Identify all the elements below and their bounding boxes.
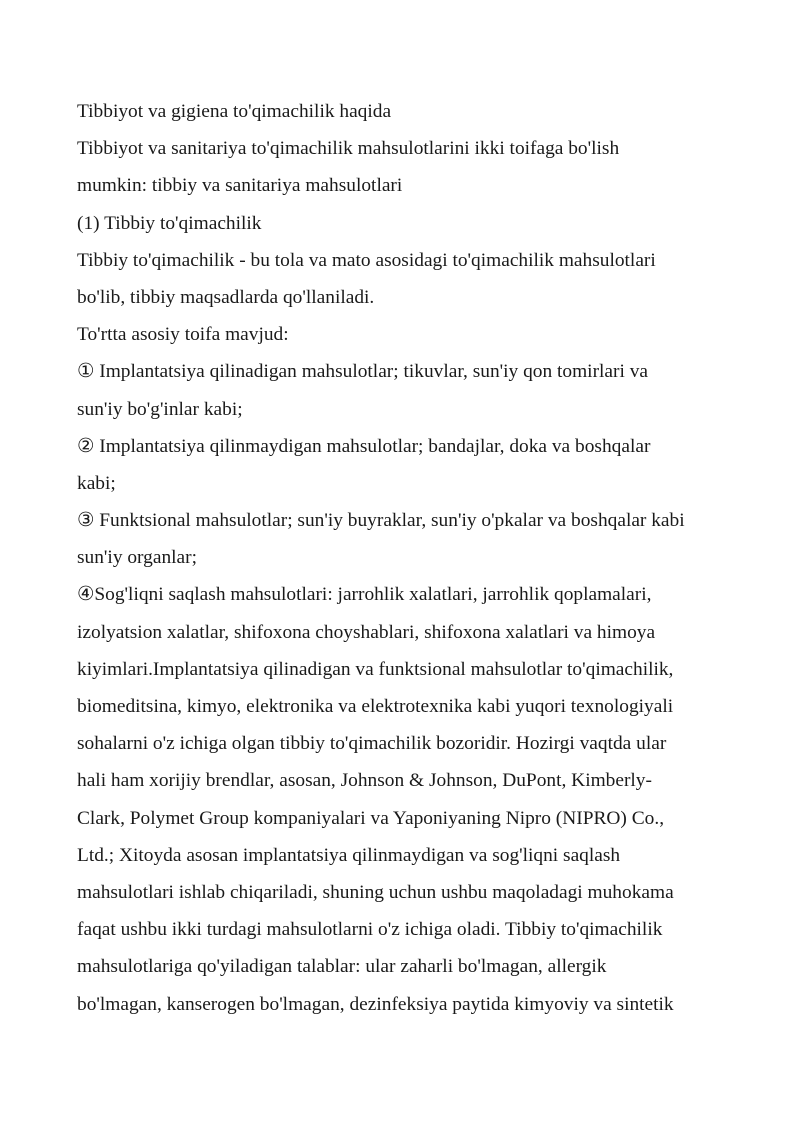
document-title: Tibbiyot va gigiena to'qimachilik haqida [77, 101, 392, 122]
list-item-line: sun'iy organlar; [77, 547, 197, 569]
list-item-line: ④Sog'liqni saqlash mahsulotlari: jarrohlik xalatlari, jarrohlik qoplamalari, [77, 584, 652, 606]
paragraph-line: Ltd.; Xitoyda asosan implantatsiya qilinmaydigan va sog'liqni saqlash [77, 844, 621, 866]
paragraph-line: mahsulotlari ishlab chiqariladi, shuning uchun ushbu maqoladagi muhokama [77, 881, 674, 903]
list-item-line: ① Implantatsiya qilinadigan mahsulotlar; tikuvlar, sun'iy qon tomirlari va [77, 361, 649, 383]
section-heading: (1) Tibbiy to'qimachilik [77, 212, 262, 234]
paragraph-line: Clark, Polymet Group kompaniyalari va Yaponiyaning Nipro (NIPRO) Co., [77, 807, 665, 829]
paragraph-line: sohalarni o'z ichiga olgan tibbiy to'qimachilik bozoridir. Hozirgi vaqtda ular [77, 733, 667, 755]
paragraph-line: biomeditsina, kimyo, elektronika va elektrotexnika kabi yuqori texnologiyali [77, 696, 674, 717]
paragraph-line: hali ham xorijiy brendlar, asosan, Johnson & Johnson, DuPont, Kimberly- [77, 770, 652, 792]
paragraph-line: faqat ushbu ikki turdagi mahsulotlarni o'z ichiga oladi. Tibbiy to'qimachilik [77, 919, 663, 941]
paragraph-line: izolyatsion xalatlar, shifoxona choyshablari, shifoxona xalatlari va himoya [77, 621, 656, 643]
paragraph-line: bo'lmagan, kanserogen bo'lmagan, dezinfeksiya paytida kimyoviy va sintetik [77, 993, 674, 1015]
paragraph-line: kiyimlari.Implantatsiya qilinadigan va funktsional mahsulotlar to'qimachilik, [77, 658, 674, 680]
paragraph-line: bo'lib, tibbiy maqsadlarda qo'llaniladi. [77, 286, 375, 308]
paragraph-line: mumkin: tibbiy va sanitariya mahsulotlari [77, 175, 403, 197]
paragraph-line: Tibbiyot va sanitariya to'qimachilik mahsulotlarini ikki toifaga bo'lish [77, 138, 620, 160]
list-item-line: ② Implantatsiya qilinmaydigan mahsulotlar; bandajlar, doka va boshqalar [77, 435, 651, 457]
paragraph-line: Tibbiy to'qimachilik - bu tola va mato asosidagi to'qimachilik mahsulotlari [77, 249, 656, 271]
paragraph-line: mahsulotlariga qo'yiladigan talablar: ular zaharli bo'lmagan, allergik [77, 956, 607, 978]
list-item-line: kabi; [77, 472, 116, 494]
list-item-line: ③ Funktsional mahsulotlar; sun'iy buyraklar, sun'iy o'pkalar va boshqalar kabi [77, 510, 685, 532]
paragraph-line: To'rtta asosiy toifa mavjud: [77, 324, 289, 346]
document-body [77, 93, 767, 1023]
list-item-line: sun'iy bo'g'inlar kabi; [77, 398, 243, 420]
